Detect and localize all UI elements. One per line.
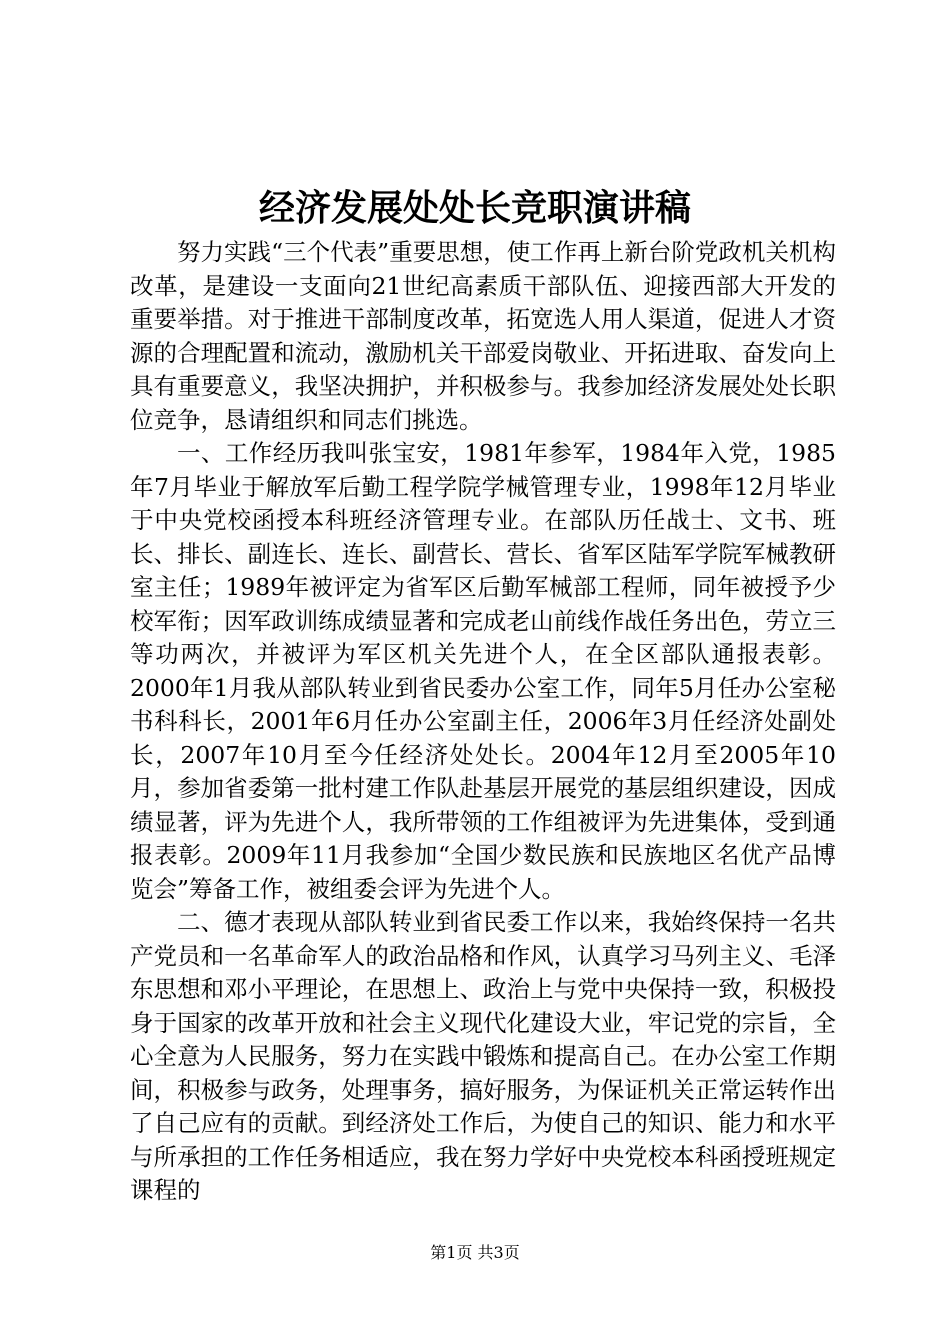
page-number-footer: 第1页 共3页 — [430, 1243, 520, 1262]
document-body — [130, 236, 836, 1208]
document-title: 经济发展处处长竞职演讲稿 — [258, 187, 691, 229]
paragraph-moral-performance: 二、德才表现从部队转业到省民委工作以来，我始终保持一名共产党员和一名革命军人的政治品格和作风，认真学习马列主义、毛泽东思想和邓小平理论，在思想上、政治上与党中央保持一致，积极投身于国家的改革开放和社会主义现代化建设大业，牢记党的宗旨，全心全意为人民服务，努力在实践中锻炼和提高自己。在办公室工作期间，积极参与政务，处理事务，搞好服务，为保证机关正常运转作出了自己应有的贡献。到经济处工作后，为使自己的知识、能力和水平与所承担的工作任务相适应，我在努力学好中央党校本科函授班规定课程的 — [130, 908, 836, 1204]
paragraph-work-experience: 一、工作经历我叫张宝安，1981年参军，1984年入党，1985年7月毕业于解放军后勤工程学院学械管理专业，1998年12月毕业于中央党校函授本科班经济管理专业。在部队历任战士、文书、班长、排长、副连长、连长、副营长、营长、省军区陆军学院军械教研室主任；1989年被评定为省军区后勤军械部工程师，同年被授予少校军衔；因军政训练成绩显著和完成老山前线作战任务出色，劳立三等功两次，并被评为军区机关先进个人，在全区部队通报表彰。2000年1月我从部队转业到省民委办公室工作，同年5月任办公室秘书科科长，2001年6月任办公室副主任，2006年3月任经济处副处长，2007年10月至今任经济处处长。2004年12月至2005年10月，参加省委第一批村建工作队赴基层开展党的基层组织建设，因成绩显著，评为先进个人，我所带领的工作组被评为先进集体，受到通报表彰。2009年11月我参加“全国少数民族和民族地区名优产品博览会”筹备工作，被组委会评为先进个人。 — [130, 439, 836, 903]
paragraph-intro: 努力实践“三个代表”重要思想，使工作再上新台阶党政机关机构改革，是建设一支面向21世纪高素质干部队伍、迎接西部大开发的重要举措。对于推进干部制度改革，拓宽选人用人渠道，促进人才资源的合理配置和流动，激励机关干部爱岗敬业、开拓进取、奋发向上具有重要意义，我坚决拥护，并积极参与。我参加经济发展处处长职位竞争，恳请组织和同志们挑选。 — [130, 238, 836, 434]
